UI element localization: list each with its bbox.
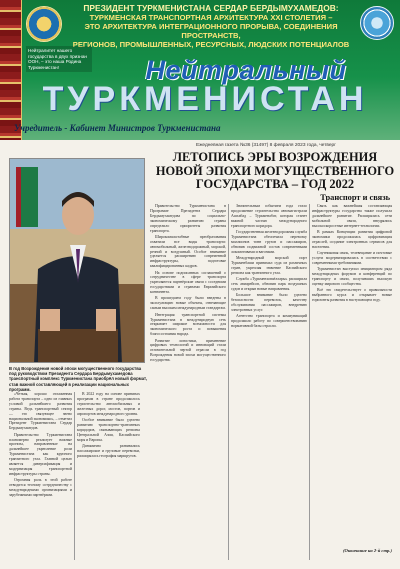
paragraph: В рамках Концепции развития цифровой экономики продолжилась цифровизация отраслей, создание электронных сервисов для населения. xyxy=(312,229,392,249)
article-title: ЛЕТОПИСЬ ЭРЫ ВОЗРОЖДЕНИЯ НОВОЙ ЭПОХИ МОГУЩЕСТВЕННОГО ГОСУДАРСТВА – ГОД 2022 xyxy=(155,150,395,192)
headline-line: ПРЕЗИДЕНТ ТУРКМЕНИСТАНА СЕРДАР БЕРДЫМУХАМЕДОВ: xyxy=(83,3,339,13)
edition-info: Ежедневная газета №36 (31497) 8 февраля 2023 года, четверг xyxy=(196,143,336,148)
newspaper-title-top: Нейтральный xyxy=(145,55,347,85)
paragraph: Особое внимание было уделено развитию транспортно-транзитных коридоров, связывающих регионы Центральной Азии, Каспийского моря и Европы. xyxy=(77,417,140,442)
article-rubric: Транспорт и связь xyxy=(320,193,390,202)
column-divider xyxy=(228,204,229,560)
neutrality-note: Нейтралитет нашего государства в двух признан ООН, – это наша Родина Туркменистан! xyxy=(26,46,92,72)
paragraph: Интеграция транспортной системы Туркменистана в международную сеть открывает широкие возможности для экономического роста и повышения благосостояния народа. xyxy=(150,312,226,337)
article-column-4 xyxy=(231,204,307,560)
state-emblem-icon xyxy=(26,6,62,42)
paragraph: Огромная роль в этой работе отводится тесному сотрудничеству с международными организациями и зарубежными партнёрами. xyxy=(9,478,72,497)
article-column-3 xyxy=(150,204,226,560)
paragraph: Спутниковая связь, телевещание и почтовые услуги модернизировались в соответствии с современными требованиями. xyxy=(312,250,392,265)
paragraph: На основе подписанных соглашений о сотрудничестве в сфере транспорта укрепляются партнёрские связи с соседними государствами и странами Евразийского континента. xyxy=(150,270,226,295)
paragraph: В 2022 году на основе принятых программ в стране продолжилось строительство автомобильных и железных дорог, мостов, портов и аэропортов международного уровня. xyxy=(77,392,140,416)
portrait-illustration xyxy=(10,159,145,363)
paragraph: В прошедшем году были введены в эксплуатацию новые объекты, отвечающие самым высоким международным стандартам. xyxy=(150,296,226,311)
masthead xyxy=(0,0,400,140)
headline-line: ТУРКМЕНСКАЯ ТРАНСПОРТНАЯ АРХИТЕКТУРА XXI СТОЛЕТИЯ – xyxy=(89,13,333,22)
paragraph: Правительство Туркменистана в Программе Президента Сердара Бердымухамедова по социально-экономическому развитию страны определило приоритеты развития транспорта. xyxy=(150,204,226,233)
column-divider xyxy=(309,204,310,560)
article-column-2 xyxy=(77,392,140,560)
paragraph: Связь как важнейшая составляющая инфраструктуры государства также получила дальнейшее развитие. Расширялись сети мобильной связи, внедрялись высокоскоростные интернет-технологии. xyxy=(312,204,392,228)
paragraph: Развитие логистики, применение цифровых технологий и инноваций стали отличительной чертой отрасли в год Возрождения новой эпохи могущественного государства. xyxy=(150,338,226,363)
president-quote-headline xyxy=(66,4,356,49)
article-column-5 xyxy=(312,204,392,544)
newspaper-title-bottom: ТУРКМЕНИСТАН xyxy=(42,80,368,118)
paragraph: Динамично развивались пассажирские и грузовые перевозки, расширялась география маршрутов. xyxy=(77,443,140,458)
paragraph: Агентство транспорта и коммуникаций продолжило работу по совершенствованию нормативной базы отрасли. xyxy=(231,313,307,328)
headline-line: РЕГИОНОВ, ПРОМЫШЛЕННЫХ, РЕСУРСНЫХ, ЛЮДСКИХ ПОТЕНЦИАЛОВ xyxy=(72,40,350,49)
photo-caption: В год Возрождения новой эпохи могущественного государства под руководством Президента Сердара Бердымухамедова транспортный комплекс Туркменистана приобрёл новый формат, став важной составляющей в реализации национальных программ. xyxy=(9,366,147,392)
carpet-ornament xyxy=(0,0,22,140)
paragraph: Широкомасштабные преобразования охватили все виды транспорта: автомобильный, железнодорожный, морской, речной и воздушный. Особое внимание уделяется расширению современной инфраструктуры, подготовке квалифицированных кадров. xyxy=(150,234,226,269)
article-column-1 xyxy=(9,392,72,560)
neutrality-emblem-icon xyxy=(360,6,394,40)
paragraph: Международный морской порт Туркменбаши принимал суда из различных стран, укрепляя значение Каспийского региона как транзитного узла. xyxy=(231,255,307,275)
column-divider xyxy=(74,392,75,560)
continued-note: (Окончание на 2-й стр.) xyxy=(343,548,392,553)
paragraph: Правительство Туркменистана планомерно реализует важные проекты, направленные на дальнейшее укрепление роли Туркменистана как крупного транзитного узла. Главной целью является диверсификация и модернизация транспортной инфраструктуры страны. xyxy=(9,432,72,476)
paragraph: Большое внимание было уделено безопасности перевозок, качеству обслуживания пассажиров, внедрению электронных услуг. xyxy=(231,292,307,312)
paragraph: Значительным событием года стало продолжение строительства автомагистрали Ашхабад – Туркменабат, которая станет важной частью международного транспортного коридора. xyxy=(231,204,307,228)
paragraph: «Четкая, хорошо отлаженная работа транспорта – одно из главных условий дальнейшего развития страны. Ведь транспортный сектор — это связующее звено национальной экономики», – отметил Президент Туркменистана Сердар Бердымухамедов. xyxy=(9,392,72,431)
founder-line: Учредитель - Кабинет Министров Туркменистана xyxy=(14,123,221,133)
paragraph: Служба «Туркменховаёллары» расширила сеть авиарейсов, обновив парк воздушных судов и открыв новые направления. xyxy=(231,276,307,291)
paragraph: Государственная железнодорожная служба Туркменистана обеспечила перевозку миллионов тонн грузов и пассажиров, обновив подвижной состав современными локомотивами и вагонами. xyxy=(231,229,307,254)
president-photo xyxy=(9,158,145,363)
headline-line: ЭТО АРХИТЕКТУРА ИНТЕГРАЦИОННОГО ПРОРЫВА, СОЕДИНЕНИЯ ПРОСТРАНСТВ, xyxy=(84,22,338,40)
paragraph: Туркменистан выступил инициатором ряда международных форумов и конференций по транспорту и связи, получивших высокую оценку мирового сообщества. xyxy=(312,267,392,286)
paragraph: Всё это свидетельствует о правильности выбранного курса и открывает новые горизонты развития в наступающем году. xyxy=(312,288,392,302)
